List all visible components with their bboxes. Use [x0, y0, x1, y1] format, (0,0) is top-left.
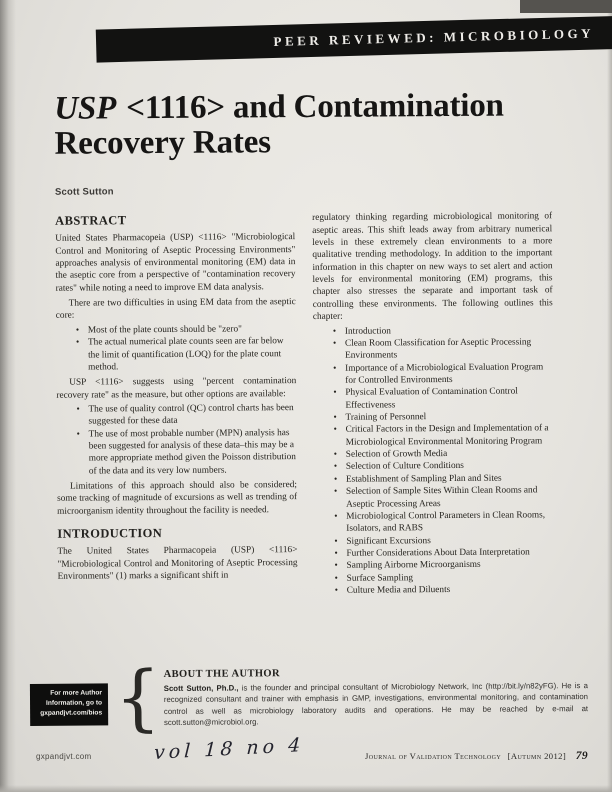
abstract-paragraph-2: There are two difficulties in using EM data from the aseptic core: — [55, 297, 296, 322]
abstract-paragraph-4: Limitations of this approach should also be considered; some tracking of magnitude of excursions as well as trending of microorganism identity throughout the facility is needed. — [57, 480, 298, 517]
list-item: • Most of the plate counts should be "zero" — [88, 323, 296, 337]
list-item: • The use of quality control (QC) control charts has been suggested for these data — [88, 402, 296, 428]
list-item: • Selection of Growth Media — [346, 447, 554, 461]
list-item: • Selection of Sample Sites Within Clean Rooms and Aseptic Processing Areas — [346, 484, 554, 510]
right-column — [312, 211, 555, 600]
scan-edge-right — [607, 0, 612, 792]
list-item: • Training of Personnel — [345, 410, 553, 424]
title-line1: <1116> and Contamination — [117, 87, 504, 127]
list-item: • The actual numerical plate counts seen are far below the limit of quantification (LOQ) for the plate count method. — [88, 335, 296, 374]
introduction-paragraph-1: The United States Pharmacopeia (USP) <1116> "Microbiological Control and Monitoring of Aseptic Processing Environments" (1) marks a significant shift in — [57, 545, 298, 582]
author-name: Scott Sutton — [54, 186, 114, 199]
list-item: • Introduction — [345, 324, 553, 338]
introduction-heading: INTRODUCTION — [57, 526, 163, 541]
footer-site-url: gxpandjvt.com — [36, 752, 92, 761]
list-item: • Sampling Airborne Microorganisms — [347, 559, 555, 573]
right-column-paragraph-1: regulatory thinking regarding microbiological monitoring of aseptic areas. This shift leads away from arbitrary numerical levels in these extremely clean environments to a more qualitative trending methodology. In addition to the important information in this chapter on new ways to set alert and action levels for environmental monitoring (EM) programs, this chapter also stresses the separate and important task of controlling these environments. The following outlines this chapter: — [312, 211, 553, 323]
chapter-outline-list — [313, 324, 555, 598]
banner-label: PEER REVIEWED: MICROBIOLOGY — [273, 25, 595, 49]
list-item: • Establishment of Sampling Plan and Sites — [346, 472, 554, 486]
title-line2: Recovery Rates — [54, 123, 271, 162]
about-author-heading: ABOUT THE AUTHOR — [163, 668, 280, 681]
abstract-heading: ABSTRACT — [55, 213, 127, 229]
list-item: • The use of most probable number (MPN) analysis has been suggested for analysis of these data–this may be a more appropriate method given the Poisson distribution of the data and its very low numbers. — [89, 427, 297, 478]
journal-name: Journal of Validation Technology — [365, 751, 502, 761]
about-author-content — [164, 664, 589, 728]
scan-edge-left — [0, 0, 16, 792]
title-usp: USP — [54, 90, 117, 127]
author-info-tab: For more Author Information, go to gxpandjvt.com/bios — [30, 683, 108, 725]
scan-corner-dark — [520, 0, 612, 13]
page-number: 79 — [575, 750, 588, 762]
list-item: • Culture Media and Diluents — [347, 583, 555, 597]
abstract-bullet-list-2 — [56, 402, 297, 478]
abstract-bullet-list-1 — [56, 323, 296, 374]
about-author-text — [164, 680, 588, 728]
list-item: • Significant Excursions — [346, 534, 554, 548]
page-footer — [36, 734, 588, 764]
handwritten-volume-note: vol 18 no 4 — [153, 734, 305, 764]
article-body — [54, 88, 558, 601]
journal-reference — [365, 750, 588, 762]
article-title — [54, 88, 554, 161]
abstract-paragraph-1: United States Pharmacopeia (USP) <1116> "Microbiological Control and Monitoring of Aseptic Processing Environments" approaches analysis of environmental monitoring (EM) data in the aseptic core from a perspective of "contamination recovery rates" while noting a need to improve EM data analysis. — [55, 232, 296, 294]
about-author-name: Scott Sutton, Ph.D., — [163, 683, 239, 694]
list-item: • Microbiological Control Parameters in Clean Rooms, Isolators, and RABS — [346, 509, 554, 535]
list-item: • Further Considerations About Data Interpretation — [346, 546, 554, 560]
scan-edge-bottom — [0, 785, 612, 792]
about-author-box — [30, 655, 589, 740]
list-item: • Surface Sampling — [347, 571, 555, 585]
list-item: • Physical Evaluation of Contamination Control Effectiveness — [345, 386, 553, 412]
list-item: • Critical Factors in the Design and Implementation of a Microbiological Environmental Monitoring Program — [346, 423, 554, 449]
peer-reviewed-banner — [96, 16, 612, 63]
about-author-bio: is the founder and principal consultant of Microbiology Network, Inc (http://bit.ly/n82yFG). He is a recognized consultant and trainer with emphasis in GMP, investigations, environmental monitoring, and contamination control as well as microbiology laboratory audits and operations. He may be reached by e-mail at scott.sutton@microbiol.org. — [163, 681, 589, 727]
list-item: • Clean Room Classification for Aseptic Processing Environments — [345, 336, 553, 362]
left-column — [55, 212, 298, 601]
two-column-layout — [55, 211, 558, 602]
brace-glyph: { — [114, 655, 162, 740]
list-item: • Selection of Culture Conditions — [346, 460, 554, 474]
list-item: • Importance of a Microbiological Evaluation Program for Controlled Environments — [345, 361, 553, 387]
abstract-paragraph-3: USP <1116> suggests using "percent contamination recovery rate" as the measure, but other options are available: — [56, 376, 297, 401]
journal-issue: [Autumn 2012] — [507, 751, 567, 761]
